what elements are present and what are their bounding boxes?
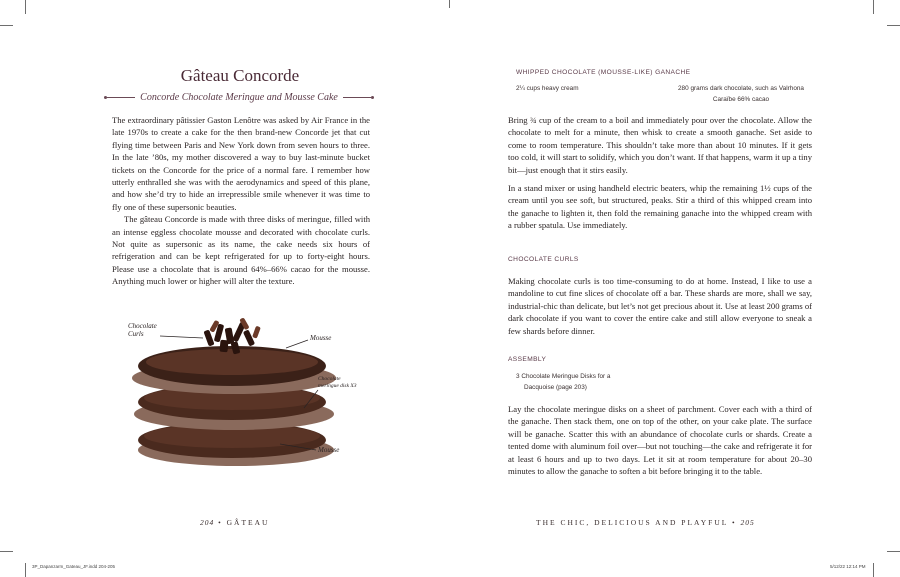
page-number: 204 bbox=[200, 518, 215, 527]
subtitle-row bbox=[104, 92, 374, 103]
ornament-rule bbox=[343, 97, 371, 98]
ganache-text bbox=[508, 114, 812, 232]
ornament-rule bbox=[107, 97, 135, 98]
ganache-paragraph: In a stand mixer or using handheld electric beaters, whip the remaining 1½ cups of the cream until you see soft, but structured, peaks. Stir a third of this whipped cream into the ganache to lighten it, then fold the remaining ganache into the whipped cream with a rubber spatula. Use immediately. bbox=[508, 183, 812, 231]
folio-separator: • bbox=[218, 518, 223, 527]
slug-timestamp: 5/12/22 12:14 PM bbox=[830, 564, 866, 569]
ganache-paragraph: Bring ¾ cup of the cream to a boil and immediately pour over the chocolate. Allow the chocolate to melt for a minute, then whisk to create a smooth ganache. Set aside to come to room temperature. This shouldn’t take more than about 10 minutes. If it gets too cold, it will start to solidify, which you don’t want. If that happens, warm it up a tiny bit—just enough that it stirs easily. bbox=[508, 115, 812, 175]
label-mousse-top: Mousse bbox=[310, 334, 332, 342]
cake-illustration bbox=[108, 310, 363, 475]
page-number: 205 bbox=[740, 518, 755, 527]
ornament-dot bbox=[371, 96, 374, 99]
recipe-title: Gâteau Concorde bbox=[180, 66, 300, 85]
intro-paragraph: The gâteau Concorde is made with three disks of meringue, filled with an intense eggless chocolate mousse and decorated with chocolate curls. Not quite as supersonic as its name, the cake needs six hours of refrigeration and can be kept refrigerated for up to forty-eight hours. Please use a chocolate that is around 64%–66% cacao for the mousse. Anything much lower or higher will alter the texture. bbox=[112, 214, 370, 287]
right-page bbox=[450, 0, 900, 577]
recipe-subtitle: Concorde Chocolate Meringue and Mousse Cake bbox=[140, 92, 338, 103]
slug-file: 3P_Dapanzarm_Gateau_JF.indd 204-205 bbox=[32, 564, 116, 569]
ganache-ingredient: 2¼ cups heavy cream bbox=[516, 85, 579, 92]
ganache-heading: WHIPPED CHOCOLATE (MOUSSE-LIKE) GANACHE bbox=[516, 69, 691, 76]
assembly-ingredient: Dacquoise (page 203) bbox=[524, 384, 587, 391]
assembly-text: Lay the chocolate meringue disks on a sheet of parchment. Cover each with a third of the ganache. Then stack them, one on top of the other, on your cake plate. The surface will be ganache. Scatter this with an abundance of chocolate curls or shards. Create a tented dome with aluminum foil over—but not touching—the cake and refrigerate it for at least 6 hours and up to two days. Let it sit at room temperature for about 20–30 minutes to allow the ganache to soften a bit before bringing it to the table. bbox=[508, 404, 812, 477]
assembly-ingredient: 3 Chocolate Meringue Disks for a bbox=[516, 373, 611, 380]
curls-heading: CHOCOLATE CURLS bbox=[508, 256, 579, 263]
intro-paragraph: The extraordinary pâtissier Gaston Lenôtre was asked by Air France in the late 1970s to create a cake for the then brand-new Concorde jet that cut flying time between Paris and New York down from seven hours to three. In the late ’80s, my mother discovered a way to buy last-minute bucket tickets on the Concorde for the price of a normal fare. I remember how utterly enthralled she was with the aerodynamics and speed of this plane, and how she’d try to hide an irrepressible smile whenever it was time to fly one of these supersonic beauties. bbox=[112, 115, 370, 212]
right-folio bbox=[536, 518, 755, 527]
label-chocolate-curls: Chocolate Curls bbox=[128, 322, 157, 338]
curls-text: Making chocolate curls is too time-consuming to do at home. Instead, I like to use a mandoline to cut fine slices of chocolate off a bar. These shards are more, shall we say, industrial-chic than delicate, but let’s not get precious about it. Use at least 200 grams of dark chocolate if you want to cover the entire cake and still allow everyone to sneak a few shards before dinner. bbox=[508, 276, 812, 336]
assembly-heading: ASSEMBLY bbox=[508, 356, 547, 363]
folio-section: THE CHIC, DELICIOUS AND PLAYFUL bbox=[536, 518, 729, 527]
folio-section: GÂTEAU bbox=[226, 518, 270, 527]
label-meringue-disks: Chocolate meringue disk X3 bbox=[318, 376, 357, 389]
intro-text bbox=[112, 114, 370, 288]
ganache-ingredient: 280 grams dark chocolate, such as Valrhona Caraïbe 66% cacao bbox=[678, 85, 804, 103]
label-mousse-bottom: Mousse bbox=[318, 446, 340, 454]
left-folio bbox=[200, 518, 269, 527]
folio-separator: • bbox=[731, 518, 737, 527]
